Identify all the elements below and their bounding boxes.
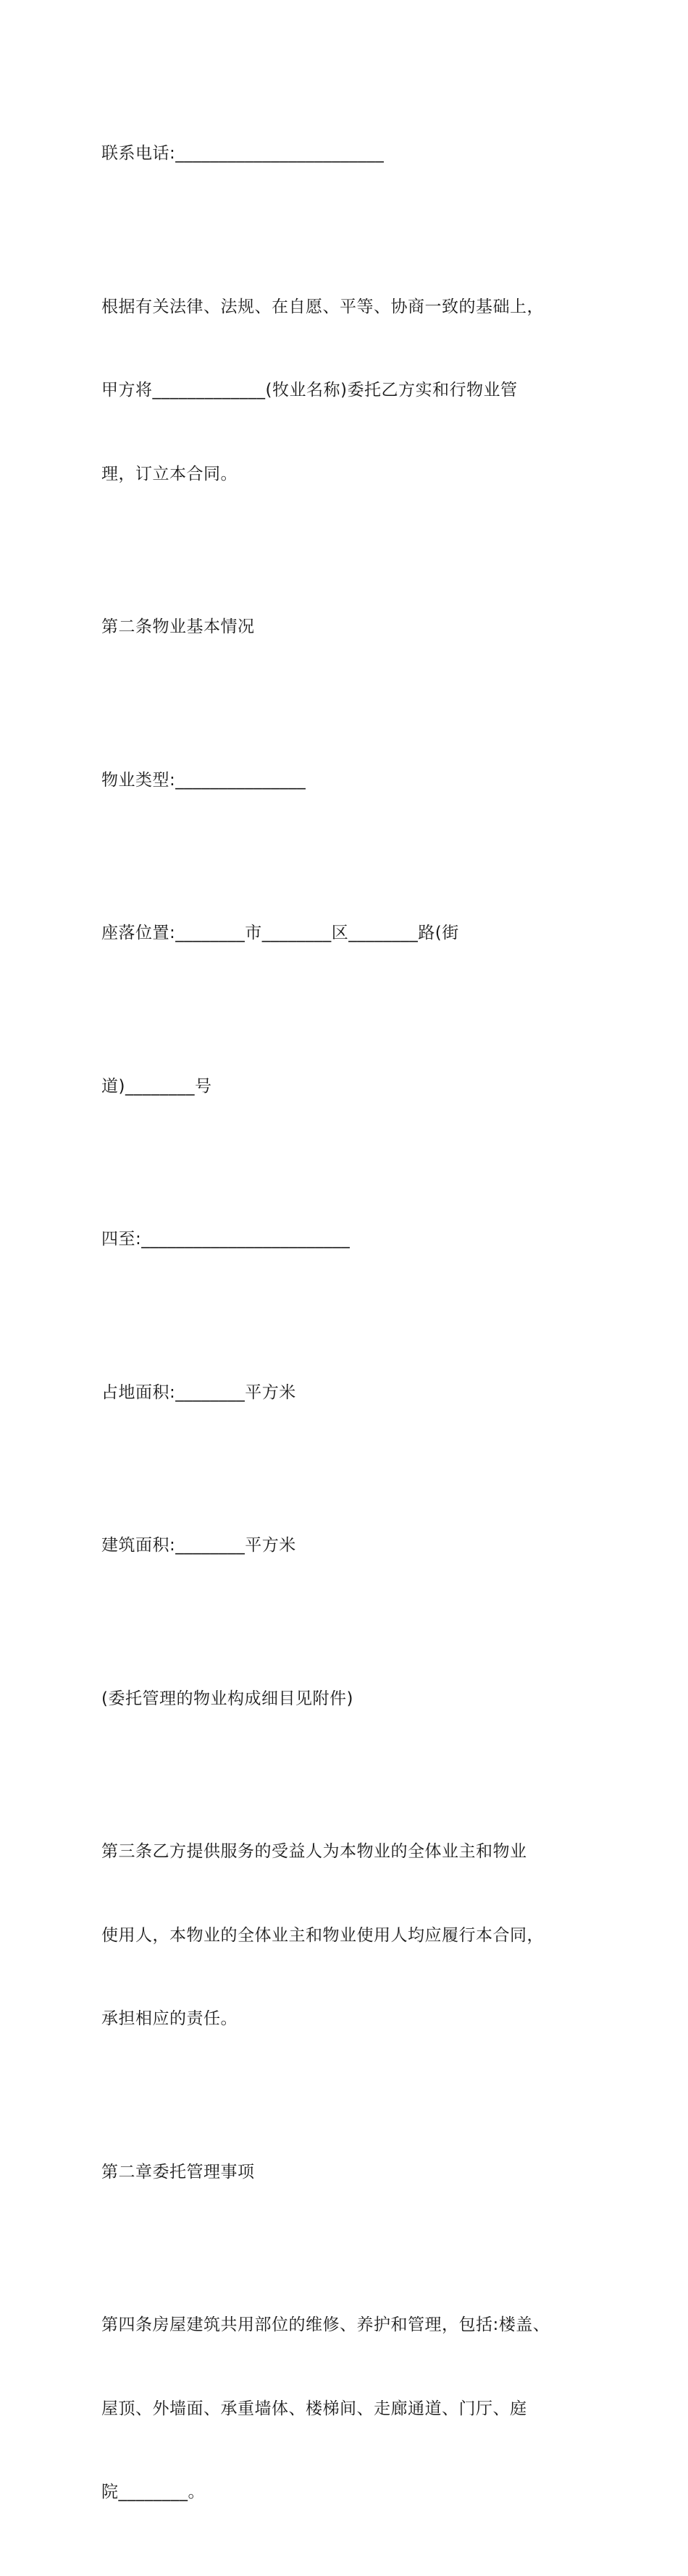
- text-line: 四至:________________________: [101, 1230, 351, 1249]
- text-line: 第二章委托管理事项: [101, 2162, 255, 2182]
- document-page: [101, 84, 601, 2576]
- land-area-field: [101, 1323, 601, 1463]
- text-line: 承担相应的责任。: [101, 2009, 238, 2028]
- article-3-paragraph: [101, 1782, 601, 2089]
- text-line: 根据有关法律、法规、在自愿、平等、协商一致的基础上，: [101, 297, 544, 316]
- text-line: 第三条乙方提供服务的受益人为本物业的全体业主和物业: [101, 1842, 527, 1861]
- preamble-paragraph: [101, 237, 601, 544]
- article-4-paragraph: [101, 2255, 601, 2562]
- chapter-2-heading: [101, 2103, 601, 2242]
- location-number-field: [101, 1017, 601, 1157]
- text-line: 第二条物业基本情况: [101, 617, 255, 636]
- text-line: 理，订立本合同。: [101, 464, 238, 483]
- text-line: (委托管理的物业构成细目见附件): [101, 1689, 353, 1708]
- text-line: 院________。: [101, 2483, 205, 2501]
- text-line: 建筑面积:________平方米: [101, 1536, 296, 1555]
- property-type-field: [101, 711, 601, 850]
- text-line: 联系电话:________________________: [101, 144, 385, 163]
- text-line: 占地面积:________平方米: [101, 1382, 296, 1402]
- boundaries-field: [101, 1170, 601, 1309]
- text-line: 物业类型:_______________: [101, 770, 306, 790]
- article-2-heading: [101, 557, 601, 697]
- text-line: 第四条房屋建筑共用部位的维修、养护和管理，包括:楼盖、: [101, 2315, 550, 2334]
- text-line: 使用人，本物业的全体业主和物业使用人均应履行本合同，: [101, 1925, 544, 1945]
- text-line: 屋顶、外墙面、承重墙体、楼梯间、走廊通道、门厅、庭: [101, 2399, 527, 2418]
- contact-phone-field: [101, 84, 601, 224]
- text-line: 道)________号: [101, 1076, 212, 1096]
- location-field: [101, 863, 601, 1003]
- text-line: 甲方将_____________(牧业名称)委托乙方实和行物业管: [101, 381, 518, 400]
- text-line: 座落位置:________市________区________路(街: [101, 924, 459, 942]
- building-area-field: [101, 1476, 601, 1616]
- appendix-note: [101, 1629, 601, 1769]
